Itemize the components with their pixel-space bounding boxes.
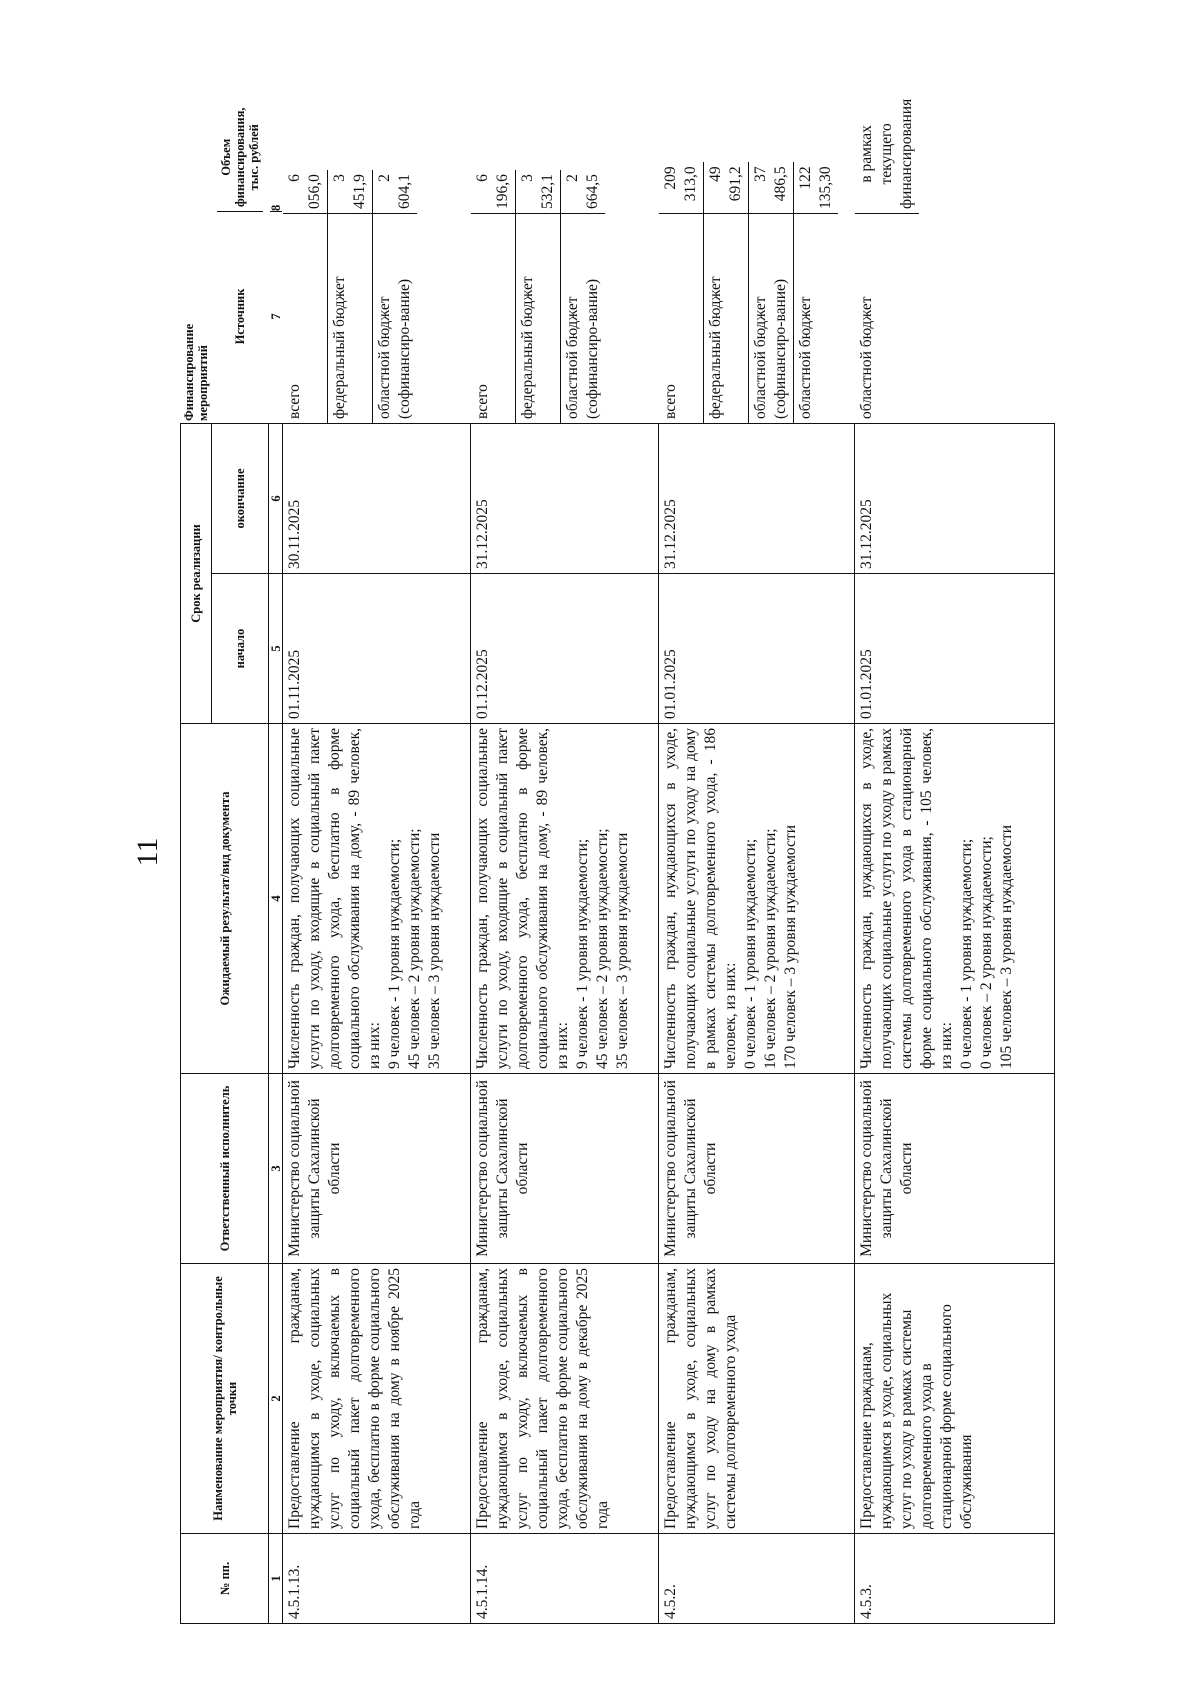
result-level-2: 45 человек – 2 уровня нуждаемости; <box>594 828 611 1069</box>
header-executor: Ответственный исполнитель <box>181 1074 269 1264</box>
source-regional: областной бюджет <box>855 213 919 423</box>
volume-federal: 49 691,2 <box>704 162 749 213</box>
table-row <box>283 53 471 1623</box>
source-regional: областной бюджет (софинансиро-вание) <box>749 213 794 423</box>
col-num-5: 5 <box>269 574 283 724</box>
header-row-1: № пп. Наименование мероприятия/ контрольные точки Ответственный исполнитель Ожидаемый результат/вид документа Срок реализации Финансирование мероприятий <box>181 53 212 1623</box>
col-num-1: 1 <box>269 1534 283 1624</box>
table-row <box>855 53 1055 1623</box>
rotated-table-container <box>180 54 1120 1624</box>
row-executor: Министерство социальной защиты Сахалинской области <box>283 1074 471 1264</box>
header-name: Наименование мероприятия/ контрольные точки <box>181 1264 269 1534</box>
header-source: Источник <box>217 211 263 421</box>
row-name: Предоставление гражданам, нуждающимся в уходе, социальных услуг по уходу на дому в рамках системы долговременного ухода <box>659 1264 855 1534</box>
source-total: всего <box>659 213 704 423</box>
result-level-1: 9 человек - 1 уровня нуждаемости; <box>574 838 591 1069</box>
result-level-1: 0 человек - 1 уровня нуждаемости; <box>958 838 975 1069</box>
page-number: 11 <box>131 837 164 867</box>
row-start: 01.01.2025 <box>855 574 1055 724</box>
source-federal: федеральный бюджет <box>328 213 373 423</box>
source-federal: федеральный бюджет <box>704 213 749 423</box>
result-main: Численность граждан, нуждающихся в уходе, получающих социальные услуги по уходу в рамках системы долговременного ухода в стационарной форме социального обслуживания, - 105 человек, из них: <box>858 728 955 1069</box>
source-federal: федеральный бюджет <box>516 213 561 423</box>
row-result <box>471 724 659 1074</box>
row-end: 31.12.2025 <box>471 423 659 573</box>
volume-current: в рамках текущего финансирования <box>858 98 915 209</box>
volume-regional: 2 664,5 <box>564 174 601 209</box>
source-regional: областной бюджет (софинансиро-вание) <box>561 213 605 423</box>
volume-federal: 3 451,9 <box>328 170 373 213</box>
result-level-2: 0 человек – 2 уровня нуждаемости; <box>978 836 995 1069</box>
col-num-3: 3 <box>269 1074 283 1264</box>
row-num: 4.5.1.13. <box>283 1534 471 1624</box>
row-start: 01.01.2025 <box>659 574 855 724</box>
row-num: 4.5.1.14. <box>471 1534 659 1624</box>
result-level-3: 105 человек – 3 уровня нуждаемости <box>998 824 1015 1069</box>
result-main: Численность граждан, нуждающихся в уходе, получающих социальные услуги по уходу на дому в рамках системы долговременного ухода, - 186 человек, из них: <box>662 728 739 1069</box>
volume-regional-2: 122 135,30 <box>797 166 834 209</box>
col-num-4: 4 <box>269 724 283 1074</box>
row-result <box>659 724 855 1074</box>
header-end: окончание <box>212 423 269 573</box>
row-result <box>855 724 1055 1074</box>
col-num-8: 8 <box>268 204 283 211</box>
header-volume: Объем финансирования, тыс. рублей <box>219 107 261 207</box>
volume-regional: 37 486,5 <box>749 162 794 213</box>
row-executor: Министерство социальной защиты Сахалинской области <box>855 1074 1055 1264</box>
col-num-2: 2 <box>269 1264 283 1534</box>
row-start: 01.12.2025 <box>471 574 659 724</box>
header-start: начало <box>212 574 269 724</box>
header-numbers-row <box>269 53 283 1623</box>
result-level-1: 9 человек - 1 уровня нуждаемости; <box>386 838 403 1069</box>
header-num: № пп. <box>181 1534 269 1624</box>
source-total: всего <box>283 213 328 423</box>
result-level-3: 35 человек – 3 уровня нуждаемости <box>614 832 631 1069</box>
row-name: Предоставление гражданам, нуждающимся в уходе, социальных услуг по уходу в рамках системы долговременного ухода в стационарной форме социального обслуживания <box>855 1264 1055 1534</box>
result-level-3: 170 человек – 3 уровня нуждаемости <box>782 824 799 1069</box>
row-end: 31.12.2025 <box>659 423 855 573</box>
row-name: Предоставление гражданам, нуждающимся в уходе, социальных услуг по уходу, включаемых в социальный пакет долговременного ухода, бесплатно в форме социального обслуживания на дому в ноябре 2025 года <box>283 1264 471 1534</box>
header-term: Срок реализации <box>181 423 212 723</box>
table-row <box>659 53 855 1623</box>
col-num-7: 7 <box>270 211 282 421</box>
row-result <box>283 724 471 1074</box>
row-end: 30.11.2025 <box>283 423 471 573</box>
result-level-1: 0 человек - 1 уровня нуждаемости; <box>742 838 759 1069</box>
row-executor: Министерство социальной защиты Сахалинской области <box>659 1074 855 1264</box>
row-name: Предоставление гражданам, нуждающимся в уходе, социальных услуг по уходу, включаемых в социальный пакет долговременного ухода, бесплатно в форме социального обслуживания на дому в декабре 2025 года <box>471 1264 659 1534</box>
volume-total: 6 056,0 <box>283 170 328 213</box>
measures-table <box>180 53 1055 1624</box>
table-row <box>471 53 659 1623</box>
row-end: 31.12.2025 <box>855 423 1055 573</box>
result-level-2: 16 человек – 2 уровня нуждаемости; <box>762 828 779 1069</box>
volume-total: 6 196,6 <box>471 170 516 213</box>
result-level-3: 35 человек – 3 уровня нуждаемости <box>426 832 443 1069</box>
result-level-2: 45 человек – 2 уровня нуждаемости; <box>406 828 423 1069</box>
source-total: всего <box>471 213 516 423</box>
source-regional: областной бюджет (софинансиро-вание) <box>373 213 417 423</box>
volume-regional: 2 604,1 <box>376 174 413 209</box>
row-start: 01.11.2025 <box>283 574 471 724</box>
col-num-6: 6 <box>269 423 283 573</box>
header-result: Ожидаемый результат/вид документа <box>181 724 269 1074</box>
source-regional-2: областной бюджет <box>794 213 838 423</box>
result-main: Численность граждан, получающих социальные услуги по уходу, входящие в социальный пакет долговременного ухода, бесплатно в форме социального обслуживания на дому, - 89 человек, из них: <box>474 728 571 1069</box>
volume-federal: 3 532,1 <box>516 170 561 213</box>
volume-total: 209 313,0 <box>659 162 704 213</box>
row-executor: Министерство социальной защиты Сахалинской области <box>471 1074 659 1264</box>
row-num: 4.5.3. <box>855 1534 1055 1624</box>
row-num: 4.5.2. <box>659 1534 855 1624</box>
result-main: Численность граждан, получающих социальные услуги по уходу, входящие в социальный пакет долговременного ухода, бесплатно в форме социального обслуживания на дому, - 89 человек, из них: <box>286 728 383 1069</box>
